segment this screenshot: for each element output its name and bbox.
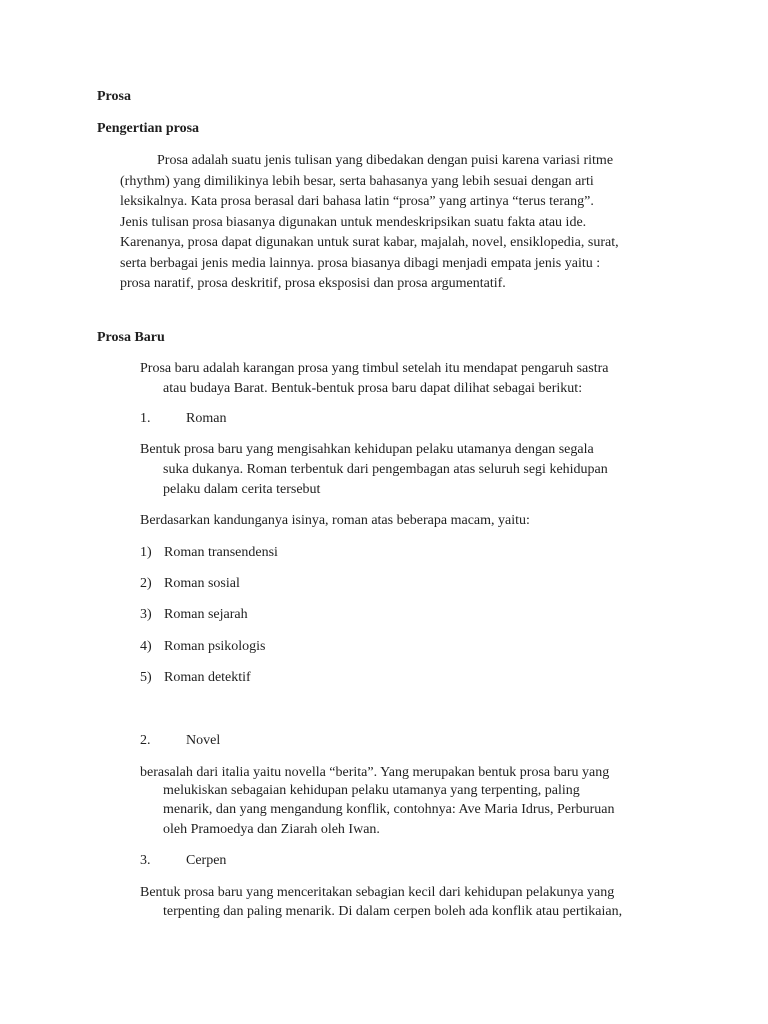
intro-line: serta berbagai jenis media lainnya. prosa biasanya dibagi menjadi empata jenis yaitu : — [120, 256, 601, 271]
list-number: 1. — [140, 411, 151, 426]
list-item: Roman sosial — [164, 576, 240, 591]
section-heading-prosa-baru: Prosa Baru — [97, 330, 165, 345]
paragraph-line: Bentuk prosa baru yang mengisahkan kehidupan pelaku utamanya dengan segala — [140, 442, 594, 457]
list-number: 3) — [140, 607, 152, 622]
list-item-label-novel: Novel — [186, 733, 221, 748]
intro-line: (rhythm) yang dimilikinya lebih besar, serta bahasanya yang lebih sesuai dengan arti — [120, 174, 594, 189]
list-item-label-cerpen: Cerpen — [186, 853, 227, 868]
list-item: Roman transendensi — [164, 545, 278, 560]
paragraph-line: Prosa baru adalah karangan prosa yang timbul setelah itu mendapat pengaruh sastra — [140, 361, 609, 376]
paragraph-line: berasalah dari italia yaitu novella “berita”. Yang merupakan bentuk prosa baru yang — [140, 765, 610, 780]
paragraph-line: menarik, dan yang mengandung konflik, contohnya: Ave Maria Idrus, Perburuan — [163, 802, 615, 817]
list-item: Roman detektif — [164, 670, 251, 685]
list-number: 4) — [140, 639, 152, 654]
paragraph-line: suka dukanya. Roman terbentuk dari pengembagan atas seluruh segi kehidupan — [163, 462, 608, 477]
intro-line: prosa naratif, prosa deskritif, prosa eksposisi dan prosa argumentatif. — [120, 276, 506, 291]
list-item-label-roman: Roman — [186, 411, 227, 426]
paragraph-line: melukiskan sebagaian kehidupan pelaku utamanya yang terpenting, paling — [163, 783, 580, 798]
list-item: Roman psikologis — [164, 639, 266, 654]
paragraph-line: Bentuk prosa baru yang menceritakan sebagian kecil dari kehidupan pelakunya yang — [140, 885, 615, 900]
intro-line: leksikalnya. Kata prosa berasal dari bahasa latin “prosa” yang artinya “terus terang”. — [120, 194, 594, 209]
document-title: Prosa — [97, 89, 131, 104]
list-number: 2. — [140, 733, 151, 748]
list-number: 5) — [140, 670, 152, 685]
section-heading-pengertian: Pengertian prosa — [97, 121, 200, 136]
paragraph-line: atau budaya Barat. Bentuk-bentuk prosa baru dapat dilihat sebagai berikut: — [163, 381, 583, 396]
paragraph-line: Berdasarkan kandunganya isinya, roman atas beberapa macam, yaitu: — [140, 513, 530, 528]
intro-line: Jenis tulisan prosa biasanya digunakan untuk mendeskripsikan suatu fakta atau ide. — [120, 215, 587, 230]
paragraph-line: pelaku dalam cerita tersebut — [163, 482, 321, 497]
intro-line: Prosa adalah suatu jenis tulisan yang dibedakan dengan puisi karena variasi ritme — [157, 153, 614, 168]
list-number: 3. — [140, 853, 151, 868]
list-number: 1) — [140, 545, 152, 560]
list-item: Roman sejarah — [164, 607, 248, 622]
paragraph-line: oleh Pramoedya dan Ziarah oleh Iwan. — [163, 822, 380, 837]
list-number: 2) — [140, 576, 152, 591]
paragraph-line: terpenting dan paling menarik. Di dalam cerpen boleh ada konflik atau pertikaian, — [163, 904, 623, 919]
intro-line: Karenanya, prosa dapat digunakan untuk surat kabar, majalah, novel, ensiklopedia, surat, — [120, 235, 619, 250]
